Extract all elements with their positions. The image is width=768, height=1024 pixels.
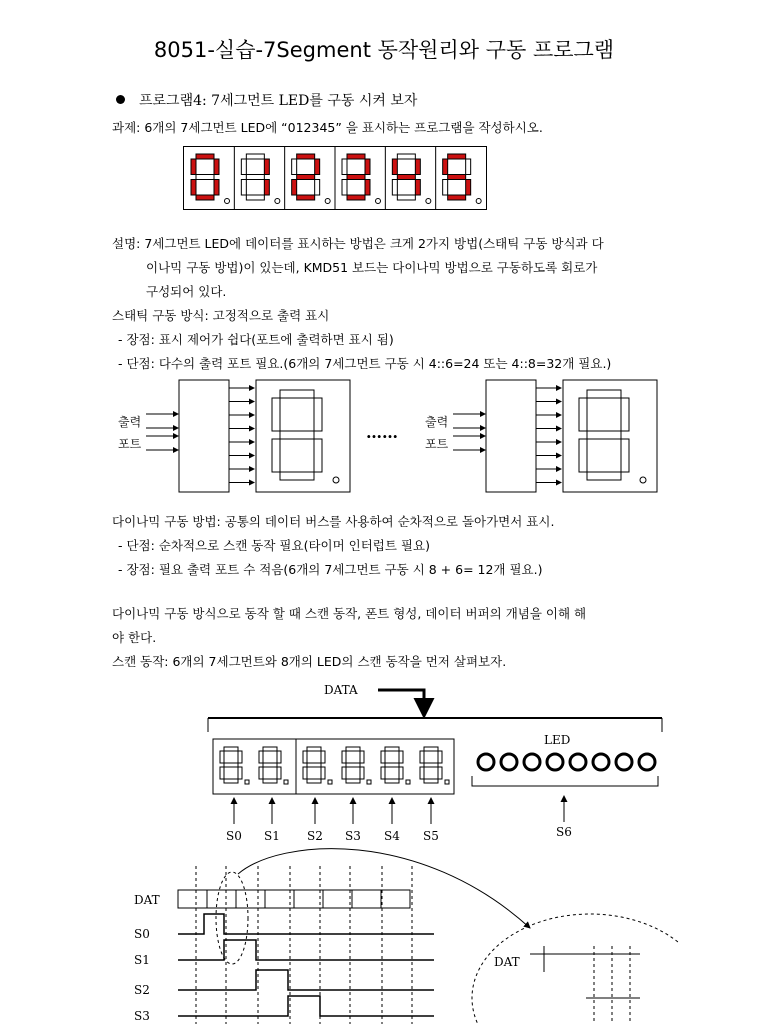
segment-b (365, 159, 370, 175)
zoom-dat-label: DAT (494, 955, 520, 969)
program-heading-text: 프로그램4: 7세그먼트 LED를 구동 시켜 보자 (139, 93, 418, 109)
port-label-line1: 출력 (118, 415, 142, 429)
segment-c (277, 767, 281, 779)
segment-g (246, 175, 264, 180)
static-drive-diagram (110, 372, 670, 502)
segment-a (448, 154, 466, 159)
segment-g (297, 175, 315, 180)
desc-line-3: 구성되어 있다. (146, 284, 227, 299)
port-label-line2: 포트 (118, 437, 142, 451)
segment-g (397, 175, 415, 180)
data-label: DATA (324, 683, 358, 697)
segment-e (241, 180, 246, 196)
task-text: 과제: 6개의 7세그먼트 LED에 “012345” 을 표시하는 프로그램을 작성하시오. (112, 120, 543, 135)
segment-g (280, 431, 314, 439)
segment-c (438, 767, 442, 779)
port-label-line2: 포트 (425, 437, 449, 451)
segment-e (220, 767, 224, 779)
led-7 (639, 754, 655, 770)
segment-d (397, 195, 415, 200)
segment-b (214, 159, 219, 175)
decimal-point (275, 199, 280, 204)
zoom-arrow (238, 849, 530, 928)
segment-a (297, 154, 315, 159)
led-0 (478, 754, 494, 770)
segment-f (241, 159, 246, 175)
program-heading (116, 90, 417, 110)
segment-b (238, 751, 242, 763)
led-label: LED (544, 733, 571, 747)
desc-line-2: 이나믹 구동 방법)이 있는데, KMD51 보드는 다이나믹 방법으로 구동하도록 회로가 (146, 260, 598, 275)
signal-label-DAT: DAT (134, 893, 160, 907)
zoom-callout (472, 914, 680, 1024)
segment-e (443, 180, 448, 196)
decimal-point (445, 780, 449, 784)
signal-label-S1: S1 (134, 953, 150, 967)
signal-label-S3: S3 (134, 1009, 150, 1023)
port-label-line1: 출력 (425, 415, 449, 429)
seven-segment-display-graphic (184, 147, 486, 209)
segment-a (347, 154, 365, 159)
segment-e (342, 180, 347, 196)
led-6 (616, 754, 632, 770)
segment-d (347, 195, 365, 200)
segment-c (238, 767, 242, 779)
scan-intro-line-2: 야 한다. (112, 630, 157, 645)
bullet-icon (116, 95, 125, 104)
segment-g (448, 175, 466, 180)
segment-c (264, 180, 269, 196)
segment-a (224, 747, 238, 751)
decimal-point (245, 780, 249, 784)
decimal-point (328, 780, 332, 784)
page-title: 8051-실습-7Segment 동작원리와 구동 프로그램 (153, 38, 615, 62)
ellipsis: …… (366, 423, 398, 442)
segment-c (360, 767, 364, 779)
segment-g (224, 763, 238, 767)
segment-b (360, 751, 364, 763)
led-3 (547, 754, 563, 770)
segment-c (415, 180, 420, 196)
led-1 (501, 754, 517, 770)
segment-a (346, 747, 360, 751)
segment-e (579, 439, 587, 472)
segment-f (381, 751, 385, 763)
port-latch-box (486, 380, 536, 492)
segment-c (621, 439, 629, 472)
data-bus-arrow (378, 690, 424, 716)
segment-g (307, 763, 321, 767)
dynamic-heading: 다이나믹 구동 방법: 공통의 데이터 버스를 사용하여 순차적으로 돌아가면서 표시. (112, 514, 555, 529)
select-label-S5: S5 (423, 829, 439, 843)
segment-f (292, 159, 297, 175)
segment-g (346, 763, 360, 767)
signal-label-S2: S2 (134, 983, 150, 997)
segment-c (466, 180, 471, 196)
segment-c (214, 180, 219, 196)
decimal-point (367, 780, 371, 784)
segment-f (191, 159, 196, 175)
segment-d (346, 779, 360, 783)
segment-c (315, 180, 320, 196)
port-latch-box (179, 380, 229, 492)
segment-b (415, 159, 420, 175)
segment-e (259, 767, 263, 779)
segment-b (264, 159, 269, 175)
segment-a (280, 390, 314, 398)
digit-5 (443, 154, 471, 200)
segment-b (314, 398, 322, 431)
segment-e (342, 767, 346, 779)
segment-b (438, 751, 442, 763)
select-label-S3: S3 (345, 829, 361, 843)
segment-c (321, 767, 325, 779)
segment-d (280, 472, 314, 480)
segment-c (314, 439, 322, 472)
dynamic-pro: - 장점: 필요 출력 포트 수 적음(6개의 7세그먼트 구동 시 8 + 6= 12개 필요.) (118, 562, 543, 577)
select-label-S1: S1 (264, 829, 280, 843)
segment-f (272, 398, 280, 431)
segment-a (397, 154, 415, 159)
segment-d (385, 779, 399, 783)
static-con: - 단점: 다수의 출력 포트 필요.(6개의 7세그먼트 구동 시 4::6=24 또는 4::8=32개 필요.) (118, 356, 612, 371)
segment-b (466, 159, 471, 175)
segment-a (263, 747, 277, 751)
decimal-point (225, 199, 230, 204)
dynamic-con: - 단점: 순차적으로 스캔 동작 필요(타이머 인터럽트 필요) (118, 538, 430, 553)
segment-g (385, 763, 399, 767)
select-label-S4: S4 (384, 829, 400, 843)
scan-block-diagram (200, 676, 670, 846)
digit-3 (342, 154, 370, 200)
decimal-point (476, 199, 481, 204)
timing-diagram (120, 838, 680, 1024)
decimal-point (406, 780, 410, 784)
segment-f (392, 159, 397, 175)
segment-f (303, 751, 307, 763)
signal-label-S0: S0 (134, 927, 150, 941)
segment-a (196, 154, 214, 159)
segment-b (621, 398, 629, 431)
segment-d (196, 195, 214, 200)
led-row (478, 754, 655, 770)
segment-b (321, 751, 325, 763)
led-4 (570, 754, 586, 770)
segment-b (315, 159, 320, 175)
segment-e (272, 439, 280, 472)
static-pro: - 장점: 표시 제어가 쉽다(포트에 출력하면 표시 됨) (118, 332, 394, 347)
decimal-point (426, 199, 431, 204)
segment-c (399, 767, 403, 779)
seven-segment-display (183, 146, 487, 210)
segment-e (392, 180, 397, 196)
decimal-point (284, 780, 288, 784)
segment-f (579, 398, 587, 431)
port-group-1 (118, 380, 350, 492)
static-heading: 스태틱 구동 방식: 고정적으로 출력 표시 (112, 308, 330, 323)
port-group-2 (425, 380, 657, 492)
decimal-point (640, 477, 646, 483)
segment-f (259, 751, 263, 763)
select-label-S2: S2 (307, 829, 323, 843)
segment-d (224, 779, 238, 783)
segment-g (196, 175, 214, 180)
segment-e (292, 180, 297, 196)
digit-2 (292, 154, 320, 200)
scan-segment-display (213, 739, 454, 794)
segment-d (297, 195, 315, 200)
segment-g (587, 431, 621, 439)
digit-0 (191, 154, 219, 200)
segment-f (342, 159, 347, 175)
scan-intro-line-3: 스캔 동작: 6개의 7세그먼트와 8개의 LED의 스캔 동작을 먼저 살펴보자. (112, 654, 507, 669)
segment-a (246, 154, 264, 159)
segment-e (381, 767, 385, 779)
digit-1 (241, 154, 269, 200)
segment-c (365, 180, 370, 196)
led-2 (524, 754, 540, 770)
segment-b (399, 751, 403, 763)
segment-a (307, 747, 321, 751)
digit-4 (392, 154, 420, 200)
desc-line-1: 설명: 7세그먼트 LED에 데이터를 표시하는 방법은 크게 2가지 방법(스태틱 구동 방식과 다 (112, 236, 604, 251)
segment-f (443, 159, 448, 175)
segment-d (448, 195, 466, 200)
segment-f (220, 751, 224, 763)
select-label-S0: S0 (226, 829, 242, 843)
decimal-point (333, 477, 339, 483)
decimal-point (376, 199, 381, 204)
decimal-point (325, 199, 330, 204)
select-label-S6: S6 (556, 825, 572, 839)
led-5 (593, 754, 609, 770)
segment-e (191, 180, 196, 196)
segment-a (424, 747, 438, 751)
segment-a (587, 390, 621, 398)
segment-d (424, 779, 438, 783)
zoom-highlight (216, 872, 248, 964)
scan-intro-line-1: 다이나믹 구동 방식으로 동작 할 때 스캔 동작, 폰트 형성, 데이터 버퍼의 개념을 이해 해 (112, 606, 587, 621)
segment-g (424, 763, 438, 767)
segment-g (347, 175, 365, 180)
segment-d (307, 779, 321, 783)
segment-e (420, 767, 424, 779)
segment-e (303, 767, 307, 779)
segment-f (420, 751, 424, 763)
segment-d (587, 472, 621, 480)
segment-g (263, 763, 277, 767)
segment-d (246, 195, 264, 200)
segment-f (342, 751, 346, 763)
segment-b (277, 751, 281, 763)
segment-a (385, 747, 399, 751)
segment-d (263, 779, 277, 783)
